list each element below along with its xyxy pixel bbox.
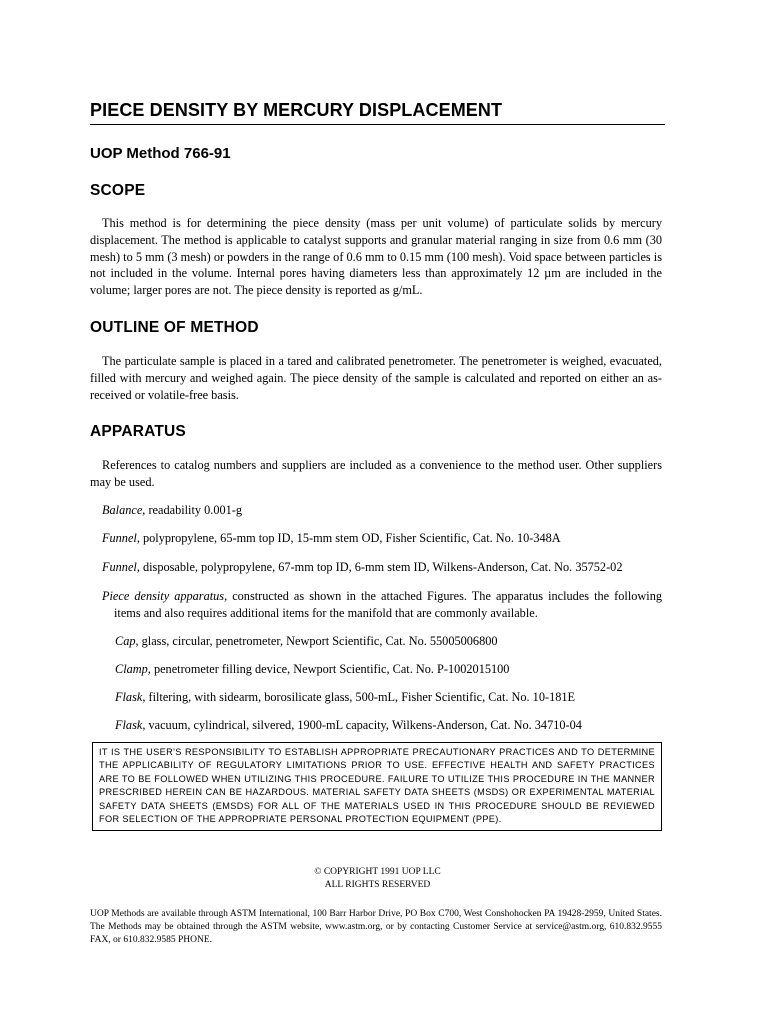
apparatus-item (102, 530, 662, 547)
scope-text: This method is for determining the piece density (mass per unit volume) of particulate solids by mercury displacement. The method is applicable to catalyst supports and granular material ranging in size from 0.6 mm (30 mesh) to 5 mm (3 mesh) or powders in the range of 0.6 mm to 0.15 mm (100 mesh). Void space between particles is not included in the volume. Internal pores having diameters less than approximately 12 µm are included in the volume; larger pores are not. The piece density is reported as g/mL. (90, 216, 662, 298)
item-desc: , polypropylene, 65-mm top ID, 15-mm stem OD, Fisher Scientific, Cat. No. 10-348A (136, 531, 561, 545)
item-desc: , constructed as shown in the attached Figures. The apparatus includes the following items and also requires additional items for the manifold that are commonly available. (114, 589, 662, 620)
section-heading-outline: OUTLINE OF METHOD (90, 319, 259, 336)
section-heading-scope: SCOPE (90, 182, 146, 199)
item-name: Funnel (102, 560, 137, 574)
item-name: Piece density apparatus (102, 589, 225, 603)
item-name: Clamp (115, 662, 148, 676)
safety-warning-box: IT IS THE USER'S RESPONSIBILITY TO ESTABLISH APPROPRIATE PRECAUTIONARY PRACTICES AND TO DETERMINE THE APPLICABILITY OF REGULATORY LIMITATIONS PRIOR TO USE. EFFECTIVE HEALTH AND SAFETY PRACTICES ARE TO BE FOLLOWED WHEN UTILIZING THIS PROCEDURE. FAILURE TO UTILIZE THIS PROCEDURE IN THE MANNER PRESCRIBED HEREIN CAN BE HAZARDOUS. MATERIAL SAFETY DATA SHEETS (MSDS) OR EXPERIMENTAL MATERIAL SAFETY DATA SHEETS (EMSDS) FOR ALL OF THE MATERIALS USED IN THIS PROCEDURE SHOULD BE REVIEWED FOR SELECTION OF THE APPROPRIATE PERSONAL PROTECTION EQUIPMENT (PPE). (92, 742, 662, 831)
item-name: Funnel (102, 531, 137, 545)
apparatus-subitem (115, 661, 660, 678)
item-name: Balance (102, 503, 143, 517)
outline-text: The particulate sample is placed in a tared and calibrated penetrometer. The penetrometer is weighed, evacuated, filled with mercury and weighed again. The piece density of the sample is calculated and reported on either an as-received or volatile-free basis. (90, 354, 662, 402)
section-heading-apparatus: APPARATUS (90, 423, 186, 440)
apparatus-subitem (115, 689, 660, 706)
copyright-line: © COPYRIGHT 1991 UOP LLC (314, 867, 441, 877)
item-name: Cap (115, 634, 136, 648)
apparatus-intro: References to catalog numbers and suppliers are included as a convenience to the method user. Other suppliers may be used. (90, 458, 662, 489)
item-name: Flask (115, 690, 143, 704)
apparatus-subitem (115, 633, 660, 650)
item-desc: , filtering, with sidearm, borosilicate glass, 500-mL, Fisher Scientific, Cat. No. 10-181E (142, 690, 576, 704)
availability-footer: UOP Methods are available through ASTM International, 100 Barr Harbor Drive, PO Box C700, West Conshohocken PA 19428-2959, United States. The Methods may be obtained through the ASTM website, www.astm.org, or by contacting Customer Service at service@astm.org, 610.832.9555 FAX, or 610.832.9585 PHONE. (90, 909, 662, 945)
apparatus-item (102, 502, 662, 519)
rights-reserved-line: ALL RIGHTS RESERVED (324, 880, 431, 890)
method-id: UOP Method 766-91 (90, 145, 231, 162)
item-desc: , readability 0.001-g (142, 503, 243, 517)
item-desc: , penetrometer filling device, Newport Scientific, Cat. No. P-1002015100 (147, 662, 510, 676)
item-desc: , disposable, polypropylene, 67-mm top ID, 6-mm stem ID, Wilkens-Anderson, Cat. No. 35752-02 (136, 560, 623, 574)
item-desc: , vacuum, cylindrical, silvered, 1900-mL capacity, Wilkens-Anderson, Cat. No. 34710-04 (142, 718, 582, 732)
document-title: PIECE DENSITY BY MERCURY DISPLACEMENT (90, 100, 665, 125)
apparatus-item (102, 588, 662, 621)
item-name: Flask (115, 718, 143, 732)
apparatus-item (102, 559, 662, 576)
apparatus-subitem (115, 717, 660, 734)
item-desc: , glass, circular, penetrometer, Newport Scientific, Cat. No. 55005006800 (135, 634, 498, 648)
